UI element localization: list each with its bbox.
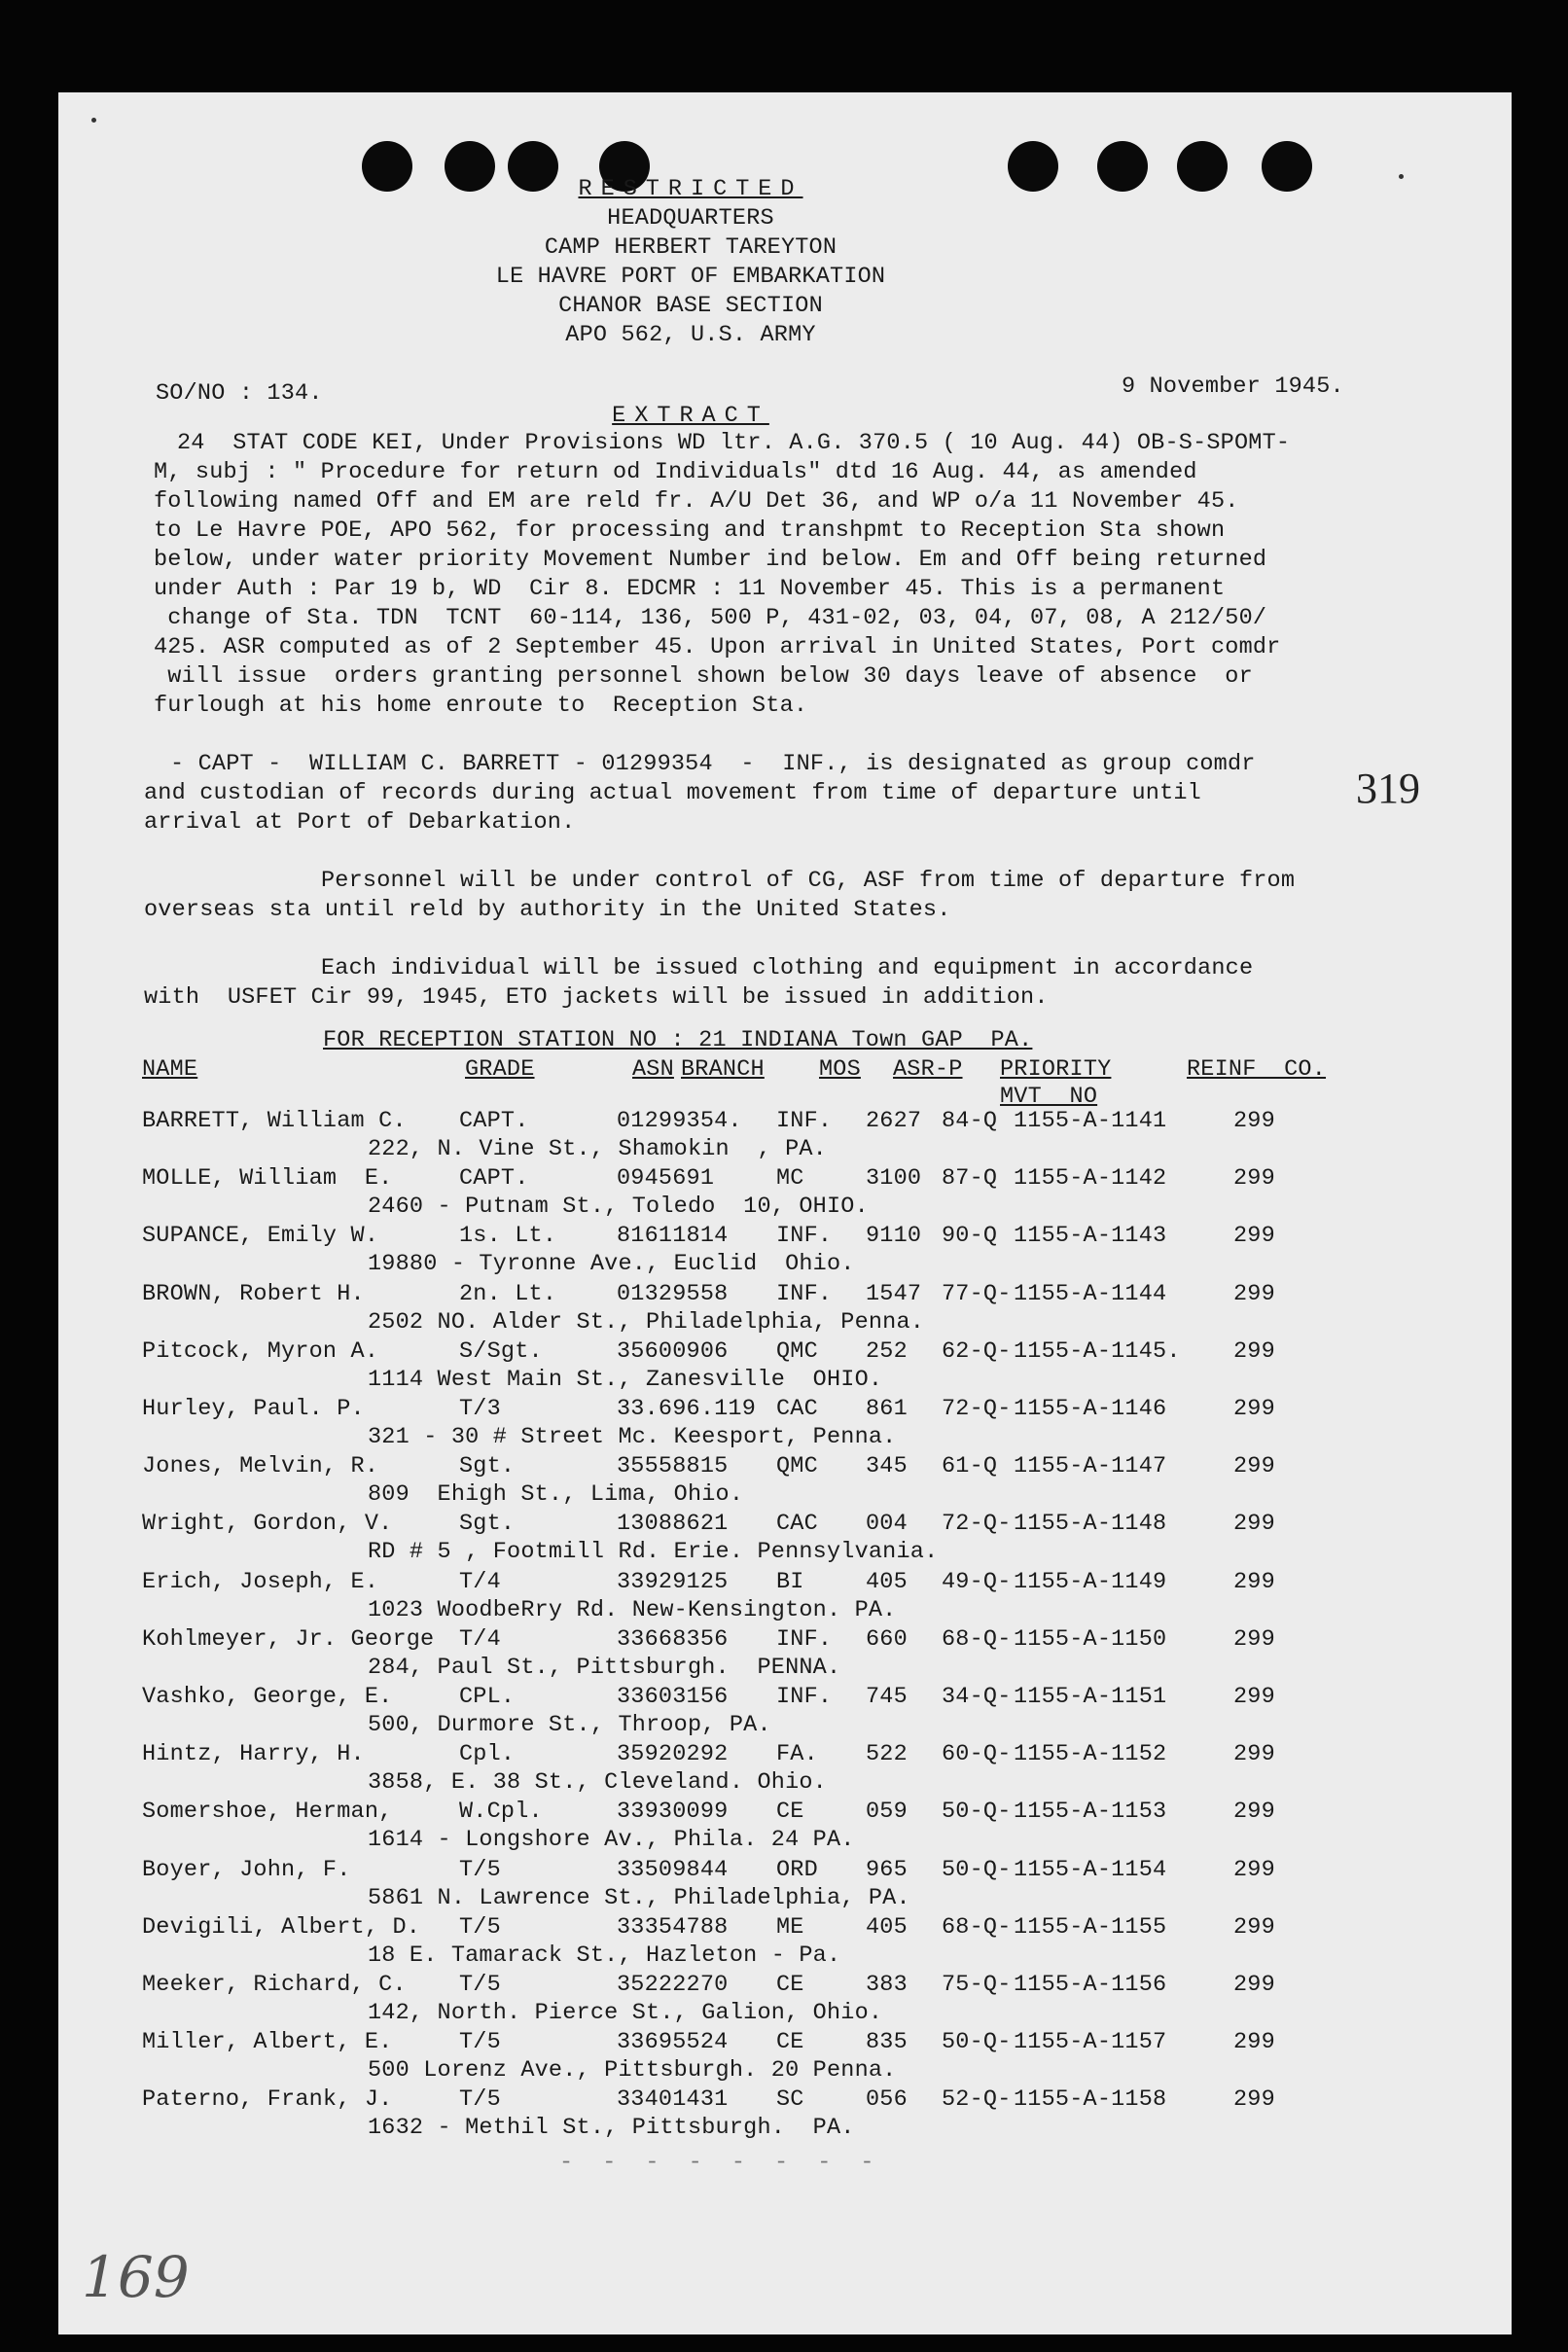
closing-line: - - - - - - - - [559,2150,882,2176]
cell-co: 299 [1233,1914,1275,1941]
cell-branch: INF. [776,1223,833,1249]
cell-asn: 01299354. [617,1108,742,1134]
cell-branch: INF. [776,1684,833,1710]
cell-mos: 405 [866,1569,908,1595]
header-line: CHANOR BASE SECTION [558,293,823,319]
cell-mos: 056 [866,2086,908,2113]
cell-grade: 1s. Lt. [459,1223,557,1249]
cell-branch: INF. [776,1281,833,1307]
cell-address: 321 - 30 # Street Mc. Keesport, Penna. [368,1424,897,1450]
column-grade: GRADE [465,1056,535,1083]
text-line: furlough at his home enroute to Reception Sta. [154,693,808,719]
cell-grade: Sgt. [459,1511,516,1537]
cell-asr: 68-Q- [942,1626,1012,1653]
cell-asr: 87-Q [942,1165,998,1192]
cell-mos: 9110 [866,1223,922,1249]
cell-grade: T/3 [459,1396,501,1422]
cell-mos: 1547 [866,1281,922,1307]
cell-address: 5861 N. Lawrence St., Philadelphia, PA. [368,1885,910,1911]
cell-co: 299 [1233,1741,1275,1767]
header-line: LE HAVRE PORT OF EMBARKATION [495,264,886,290]
cell-name: Vashko, George, E. [142,1684,393,1710]
cell-asn: 33354788 [617,1914,729,1941]
text-line: to Le Havre POE, APO 562, for processing and transhpmt to Reception Sta shown [154,517,1226,544]
cell-mvt: 1155-A-1147 [1014,1453,1167,1479]
cell-mvt: 1155-A-1142 [1014,1165,1167,1192]
cell-mvt: 1155-A-1157 [1014,2029,1167,2055]
reception-station-label: FOR RECEPTION STATION NO : 21 INDIANA Town GAP PA. [323,1027,1033,1053]
cell-branch: ORD [776,1857,818,1883]
cell-name: Miller, Albert, E. [142,2029,393,2055]
cell-grade: 2n. Lt. [459,1281,557,1307]
cell-mvt: 1155-A-1151 [1014,1684,1167,1710]
cell-mvt: 1155-A-1152 [1014,1741,1167,1767]
text-line: Each individual will be issued clothing and equipment in accordance [321,955,1254,981]
text-line: following named Off and EM are reld fr. A/U Det 36, and WP o/a 11 November 45. [154,488,1239,515]
cell-mos: 965 [866,1857,908,1883]
header-line: CAMP HERBERT TAREYTON [544,234,837,261]
cell-name: BARRETT, William C. [142,1108,407,1134]
column-asn: ASN [632,1056,674,1083]
column-reinf-co: REINF CO. [1187,1056,1327,1083]
cell-asn: 81611814 [617,1223,729,1249]
cell-mos: 660 [866,1626,908,1653]
cell-name: Devigili, Albert, D. [142,1914,421,1941]
cell-asr: 84-Q [942,1108,998,1134]
cell-co: 299 [1233,1684,1275,1710]
cell-address: 142, North. Pierce St., Galion, Ohio. [368,2000,883,2026]
text-line: change of Sta. TDN TCNT 60-114, 136, 500 P, 431-02, 03, 04, 07, 08, A 212/50/ [154,605,1267,631]
cell-name: MOLLE, William E. [142,1165,393,1192]
cell-name: Meeker, Richard, C. [142,1972,407,1998]
cell-branch: INF. [776,1626,833,1653]
cell-address: 1114 West Main St., Zanesville OHIO. [368,1367,883,1393]
cell-asr: 60-Q- [942,1741,1012,1767]
cell-mos: 522 [866,1741,908,1767]
cell-asr: 50-Q- [942,2029,1012,2055]
cell-branch: CE [776,1799,804,1825]
cell-branch: BI [776,1569,804,1595]
cell-name: Erich, Joseph, E. [142,1569,379,1595]
cell-mvt: 1155-A-1144 [1014,1281,1167,1307]
cell-branch: CAC [776,1396,818,1422]
cell-mos: 3100 [866,1165,922,1192]
cell-name: Kohlmeyer, Jr. George [142,1626,435,1653]
cell-asn: 33603156 [617,1684,729,1710]
cell-mvt: 1155-A-1146 [1014,1396,1167,1422]
cell-mos: 835 [866,2029,908,2055]
text-line: and custodian of records during actual movement from time of departure until [144,780,1201,806]
cell-mos: 059 [866,1799,908,1825]
cell-grade: T/5 [459,1857,501,1883]
cell-name: Hintz, Harry, H. [142,1741,365,1767]
cell-asr: 72-Q- [942,1511,1012,1537]
order-date: 9 November 1945. [1122,374,1344,400]
cell-co: 299 [1233,1626,1275,1653]
text-line: Personnel will be under control of CG, ASF from time of departure from [321,868,1296,894]
cell-address: 2460 - Putnam St., Toledo 10, OHIO. [368,1194,869,1220]
cell-co: 299 [1233,1396,1275,1422]
cell-mos: 004 [866,1511,908,1537]
cell-mvt: 1155-A-1153 [1014,1799,1167,1825]
column-priority: PRIORITY [1000,1056,1112,1083]
cell-mvt: 1155-A-1155 [1014,1914,1167,1941]
text-line: arrival at Port of Debarkation. [144,809,576,836]
cell-address: 284, Paul St., Pittsburgh. PENNA. [368,1655,841,1681]
cell-branch: ME [776,1914,804,1941]
cell-branch: SC [776,2086,804,2113]
cell-mvt: 1155-A-1148 [1014,1511,1167,1537]
text-line: M, subj : " Procedure for return od Individuals" dtd 16 Aug. 44, as amended [154,459,1197,485]
cell-address: 500 Lorenz Ave., Pittsburgh. 20 Penna. [368,2057,897,2084]
cell-branch: CAC [776,1511,818,1537]
cell-co: 299 [1233,1223,1275,1249]
cell-asn: 33.696.119 [617,1396,757,1422]
cell-grade: CPL. [459,1684,516,1710]
cell-co: 299 [1233,1108,1275,1134]
cell-grade: S/Sgt. [459,1338,543,1365]
cell-asr: 75-Q- [942,1972,1012,1998]
text-line: below, under water priority Movement Number ind below. Em and Off being returned [154,547,1267,573]
cell-name: Somershoe, Herman, [142,1799,393,1825]
cell-name: Hurley, Paul. P. [142,1396,365,1422]
cell-name: Boyer, John, F. [142,1857,351,1883]
cell-address: 19880 - Tyronne Ave., Euclid Ohio. [368,1251,855,1277]
column-mvt-no: MVT NO [1000,1084,1098,1110]
cell-branch: CE [776,1972,804,1998]
cell-branch: FA. [776,1741,818,1767]
cell-branch: QMC [776,1338,818,1365]
cell-asr: 49-Q- [942,1569,1012,1595]
cell-asn: 13088621 [617,1511,729,1537]
cell-asr: 90-Q [942,1223,998,1249]
cell-address: 1632 - Methil St., Pittsburgh. PA. [368,2115,855,2141]
cell-name: SUPANCE, Emily W. [142,1223,379,1249]
cell-asn: 35558815 [617,1453,729,1479]
cell-mos: 861 [866,1396,908,1422]
cell-co: 299 [1233,1338,1275,1365]
column-branch: BRANCH [681,1056,765,1083]
cell-address: 809 Ehigh St., Lima, Ohio. [368,1481,744,1508]
cell-grade: T/5 [459,1972,501,1998]
cell-asn: 35600906 [617,1338,729,1365]
cell-mos: 2627 [866,1108,922,1134]
cell-co: 299 [1233,1857,1275,1883]
cell-address: 3858, E. 38 St., Cleveland. Ohio. [368,1769,827,1796]
cell-asr: 72-Q- [942,1396,1012,1422]
cell-asn: 01329558 [617,1281,729,1307]
cell-name: Wright, Gordon, V. [142,1511,393,1537]
cell-asr: 77-Q- [942,1281,1012,1307]
cell-co: 299 [1233,1281,1275,1307]
cell-address: 2502 NO. Alder St., Philadelphia, Penna. [368,1309,925,1336]
text-line: under Auth : Par 19 b, WD Cir 8. EDCMR : 11 November 45. This is a permanent [154,576,1226,602]
cell-co: 299 [1233,1799,1275,1825]
text-line: - CAPT - WILLIAM C. BARRETT - 01299354 - INF., is designated as group comdr [170,751,1256,777]
cell-co: 299 [1233,1453,1275,1479]
column-asr: ASR-P [893,1056,963,1083]
cell-address: 1614 - Longshore Av., Phila. 24 PA. [368,1827,855,1853]
cell-mvt: 1155-A-1156 [1014,1972,1167,1998]
cell-address: RD # 5 , Footmill Rd. Erie. Pennsylvania. [368,1539,939,1565]
extract-heading: EXTRACT [612,403,769,429]
cell-branch: INF. [776,1108,833,1134]
cell-co: 299 [1233,1511,1275,1537]
cell-mos: 745 [866,1684,908,1710]
text-line: with USFET Cir 99, 1945, ETO jackets will be issued in addition. [144,984,1049,1011]
cell-mos: 252 [866,1338,908,1365]
cell-asn: 33695524 [617,2029,729,2055]
cell-grade: Sgt. [459,1453,516,1479]
document-page [58,92,1512,2334]
cell-address: 1023 WoodbeRry Rd. New-Kensington. PA. [368,1597,897,1623]
cell-asn: 33509844 [617,1857,729,1883]
cell-branch: CE [776,2029,804,2055]
cell-name: Paterno, Frank, J. [142,2086,393,2113]
cell-grade: W.Cpl. [459,1799,543,1825]
cell-branch: QMC [776,1453,818,1479]
column-mos: MOS [819,1056,861,1083]
cell-grade: T/4 [459,1626,501,1653]
cell-asn: 0945691 [617,1165,715,1192]
page-mark [1399,174,1404,179]
header-line: HEADQUARTERS [607,205,774,232]
cell-mvt: 1155-A-1149 [1014,1569,1167,1595]
cell-address: 222, N. Vine St., Shamokin , PA. [368,1136,827,1162]
cell-asn: 33930099 [617,1799,729,1825]
cell-mvt: 1155-A-1145. [1014,1338,1181,1365]
cell-mvt: 1155-A-1143 [1014,1223,1167,1249]
cell-asr: 62-Q- [942,1338,1012,1365]
cell-grade: CAPT. [459,1108,529,1134]
cell-grade: T/5 [459,1914,501,1941]
cell-mos: 405 [866,1914,908,1941]
text-line: 24 STAT CODE KEI, Under Provisions WD ltr. A.G. 370.5 ( 10 Aug. 44) OB-S-SPOMT- [177,430,1291,456]
page-number-stamp: 319 [1356,765,1420,812]
cell-grade: CAPT. [459,1165,529,1192]
page-mark [91,118,96,123]
cell-name: BROWN, Robert H. [142,1281,365,1307]
cell-mvt: 1155-A-1154 [1014,1857,1167,1883]
cell-asr: 68-Q- [942,1914,1012,1941]
cell-address: 18 E. Tamarack St., Hazleton - Pa. [368,1942,841,1969]
cell-asr: 52-Q- [942,2086,1012,2113]
text-line: will issue orders granting personnel shown below 30 days leave of absence or [154,663,1253,690]
cell-asr: 50-Q- [942,1799,1012,1825]
cell-asr: 50-Q- [942,1857,1012,1883]
cell-co: 299 [1233,1569,1275,1595]
cell-asn: 33668356 [617,1626,729,1653]
cell-co: 299 [1233,1972,1275,1998]
cell-asn: 35222270 [617,1972,729,1998]
cell-mvt: 1155-A-1158 [1014,2086,1167,2113]
handwritten-number: 169 [82,2244,190,2310]
cell-co: 299 [1233,2029,1275,2055]
cell-asr: 61-Q [942,1453,998,1479]
cell-asn: 35920292 [617,1741,729,1767]
cell-name: Jones, Melvin, R. [142,1453,379,1479]
cell-branch: MC [776,1165,804,1192]
text-line: overseas sta until reld by authority in the United States. [144,897,951,923]
cell-co: 299 [1233,1165,1275,1192]
cell-grade: T/5 [459,2086,501,2113]
cell-asr: 34-Q- [942,1684,1012,1710]
cell-asn: 33401431 [617,2086,729,2113]
cell-co: 299 [1233,2086,1275,2113]
text-line: 425. ASR computed as of 2 September 45. Upon arrival in United States, Port comdr [154,634,1281,660]
header-line: APO 562, U.S. ARMY [565,322,816,348]
cell-asn: 33929125 [617,1569,729,1595]
column-name: NAME [142,1056,198,1083]
cell-name: Pitcock, Myron A. [142,1338,379,1365]
classification: RESTRICTED [578,176,803,202]
cell-mvt: 1155-A-1141 [1014,1108,1167,1134]
reception-station-line [323,1026,1032,1055]
cell-mvt: 1155-A-1150 [1014,1626,1167,1653]
cell-grade: T/5 [459,2029,501,2055]
cell-grade: Cpl. [459,1741,516,1767]
cell-mos: 345 [866,1453,908,1479]
cell-grade: T/4 [459,1569,501,1595]
cell-address: 500, Durmore St., Throop, PA. [368,1712,771,1738]
cell-mos: 383 [866,1972,908,1998]
order-number: SO/NO : 134. [156,380,323,407]
